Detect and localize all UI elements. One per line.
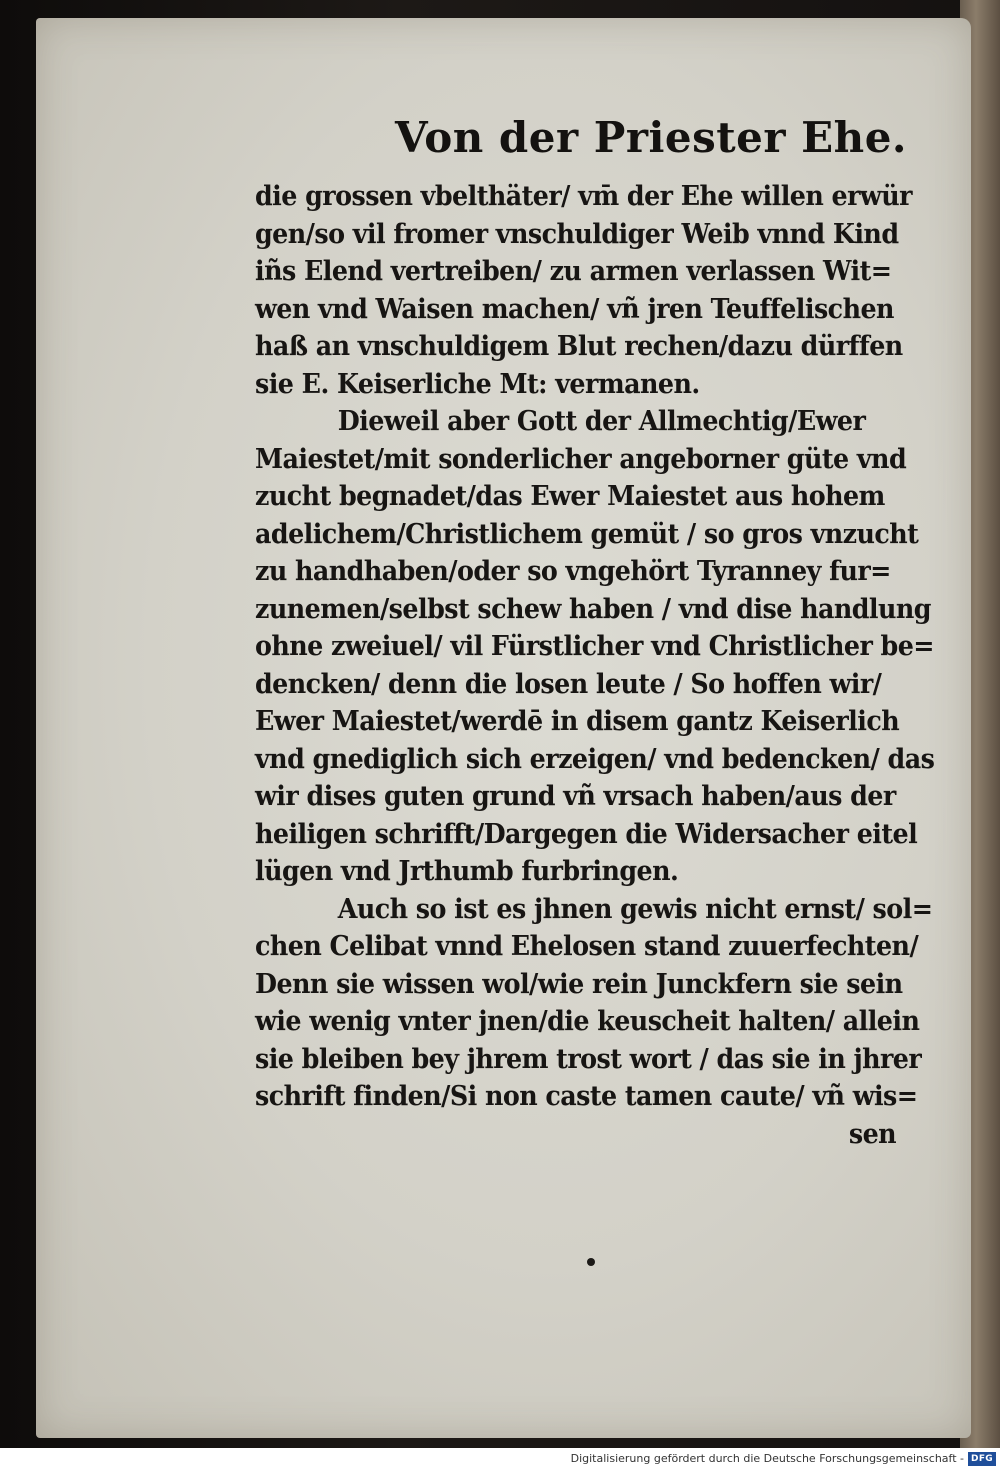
text-line: zunemen/selbst schew haben / vnd dise handlung xyxy=(255,593,931,625)
text-line: zu handhaben/oder so vngehört Tyranney fur= xyxy=(255,556,891,587)
running-head: Von der Priester Ehe. xyxy=(395,113,908,162)
text-line: ohne zweiuel/ vil Fürstlicher vnd Christlicher be= xyxy=(255,631,935,662)
text-line: sie bleiben bey jhrem trost wort / das sie in jhrer xyxy=(255,1043,922,1075)
text-line: wir dises guten grund vñ vrsach haben/aus der xyxy=(255,781,896,812)
text-line: lügen vnd Jrthumb furbringen. xyxy=(255,856,679,887)
funding-credit: Digitalisierung gefördert durch die Deutsche Forschungsgemeinschaft - xyxy=(570,1452,964,1465)
body-text xyxy=(255,178,945,1153)
text-line: adelichem/Christlichem gemüt / so gros vnzucht xyxy=(255,518,919,550)
text-line: haß an vnschuldigem Blut rechen/dazu dürffen xyxy=(255,331,903,362)
footer-bar xyxy=(0,1448,1000,1470)
text-line: iñs Elend vertreiben/ zu armen verlassen Wit= xyxy=(255,256,892,287)
dfg-logo-icon: DFG xyxy=(968,1452,996,1466)
text-line: wie wenig vnter jnen/die keuscheit halten/ allein xyxy=(255,1006,920,1037)
catchword: sen xyxy=(848,1118,897,1150)
text-line: sie E. Keiserliche Mt: vermanen. xyxy=(255,368,700,400)
signature-mark xyxy=(587,1258,595,1266)
paragraph-start-line: Auch so ist es jhnen gewis nicht ernst/ sol= xyxy=(337,893,933,925)
text-line: zucht begnadet/das Ewer Maiestet aus hohem xyxy=(255,481,885,512)
text-line: Ewer Maiestet/werdē in disem gantz Keiserlich xyxy=(255,706,900,737)
text-line: die grossen vbelthäter/ vm̄ der Ehe willen erwür xyxy=(255,181,912,212)
text-line: Denn sie wissen wol/wie rein Junckfern sie sein xyxy=(255,968,903,1000)
text-line: gen/so vil fromer vnschuldiger Weib vnnd Kind xyxy=(255,218,899,250)
paragraph-start-line: Dieweil aber Gott der Allmechtig/Ewer xyxy=(337,406,866,437)
text-line: Maiestet/mit sonderlicher angeborner güte vnd xyxy=(255,443,907,475)
text-line: chen Celibat vnnd Ehelosen stand zuuerfechten/ xyxy=(255,931,919,962)
text-line: heiligen schrifft/Dargegen die Widersacher eitel xyxy=(255,818,918,850)
text-line: wen vnd Waisen machen/ vñ jren Teuffelischen xyxy=(255,293,894,325)
text-line: schrift finden/Si non caste tamen caute/ vñ wis= xyxy=(255,1081,918,1112)
text-line: vnd gnediglich sich erzeigen/ vnd bedencken/ das xyxy=(255,743,935,775)
text-line: dencken/ denn die losen leute / So hoffen wir/ xyxy=(255,668,882,700)
